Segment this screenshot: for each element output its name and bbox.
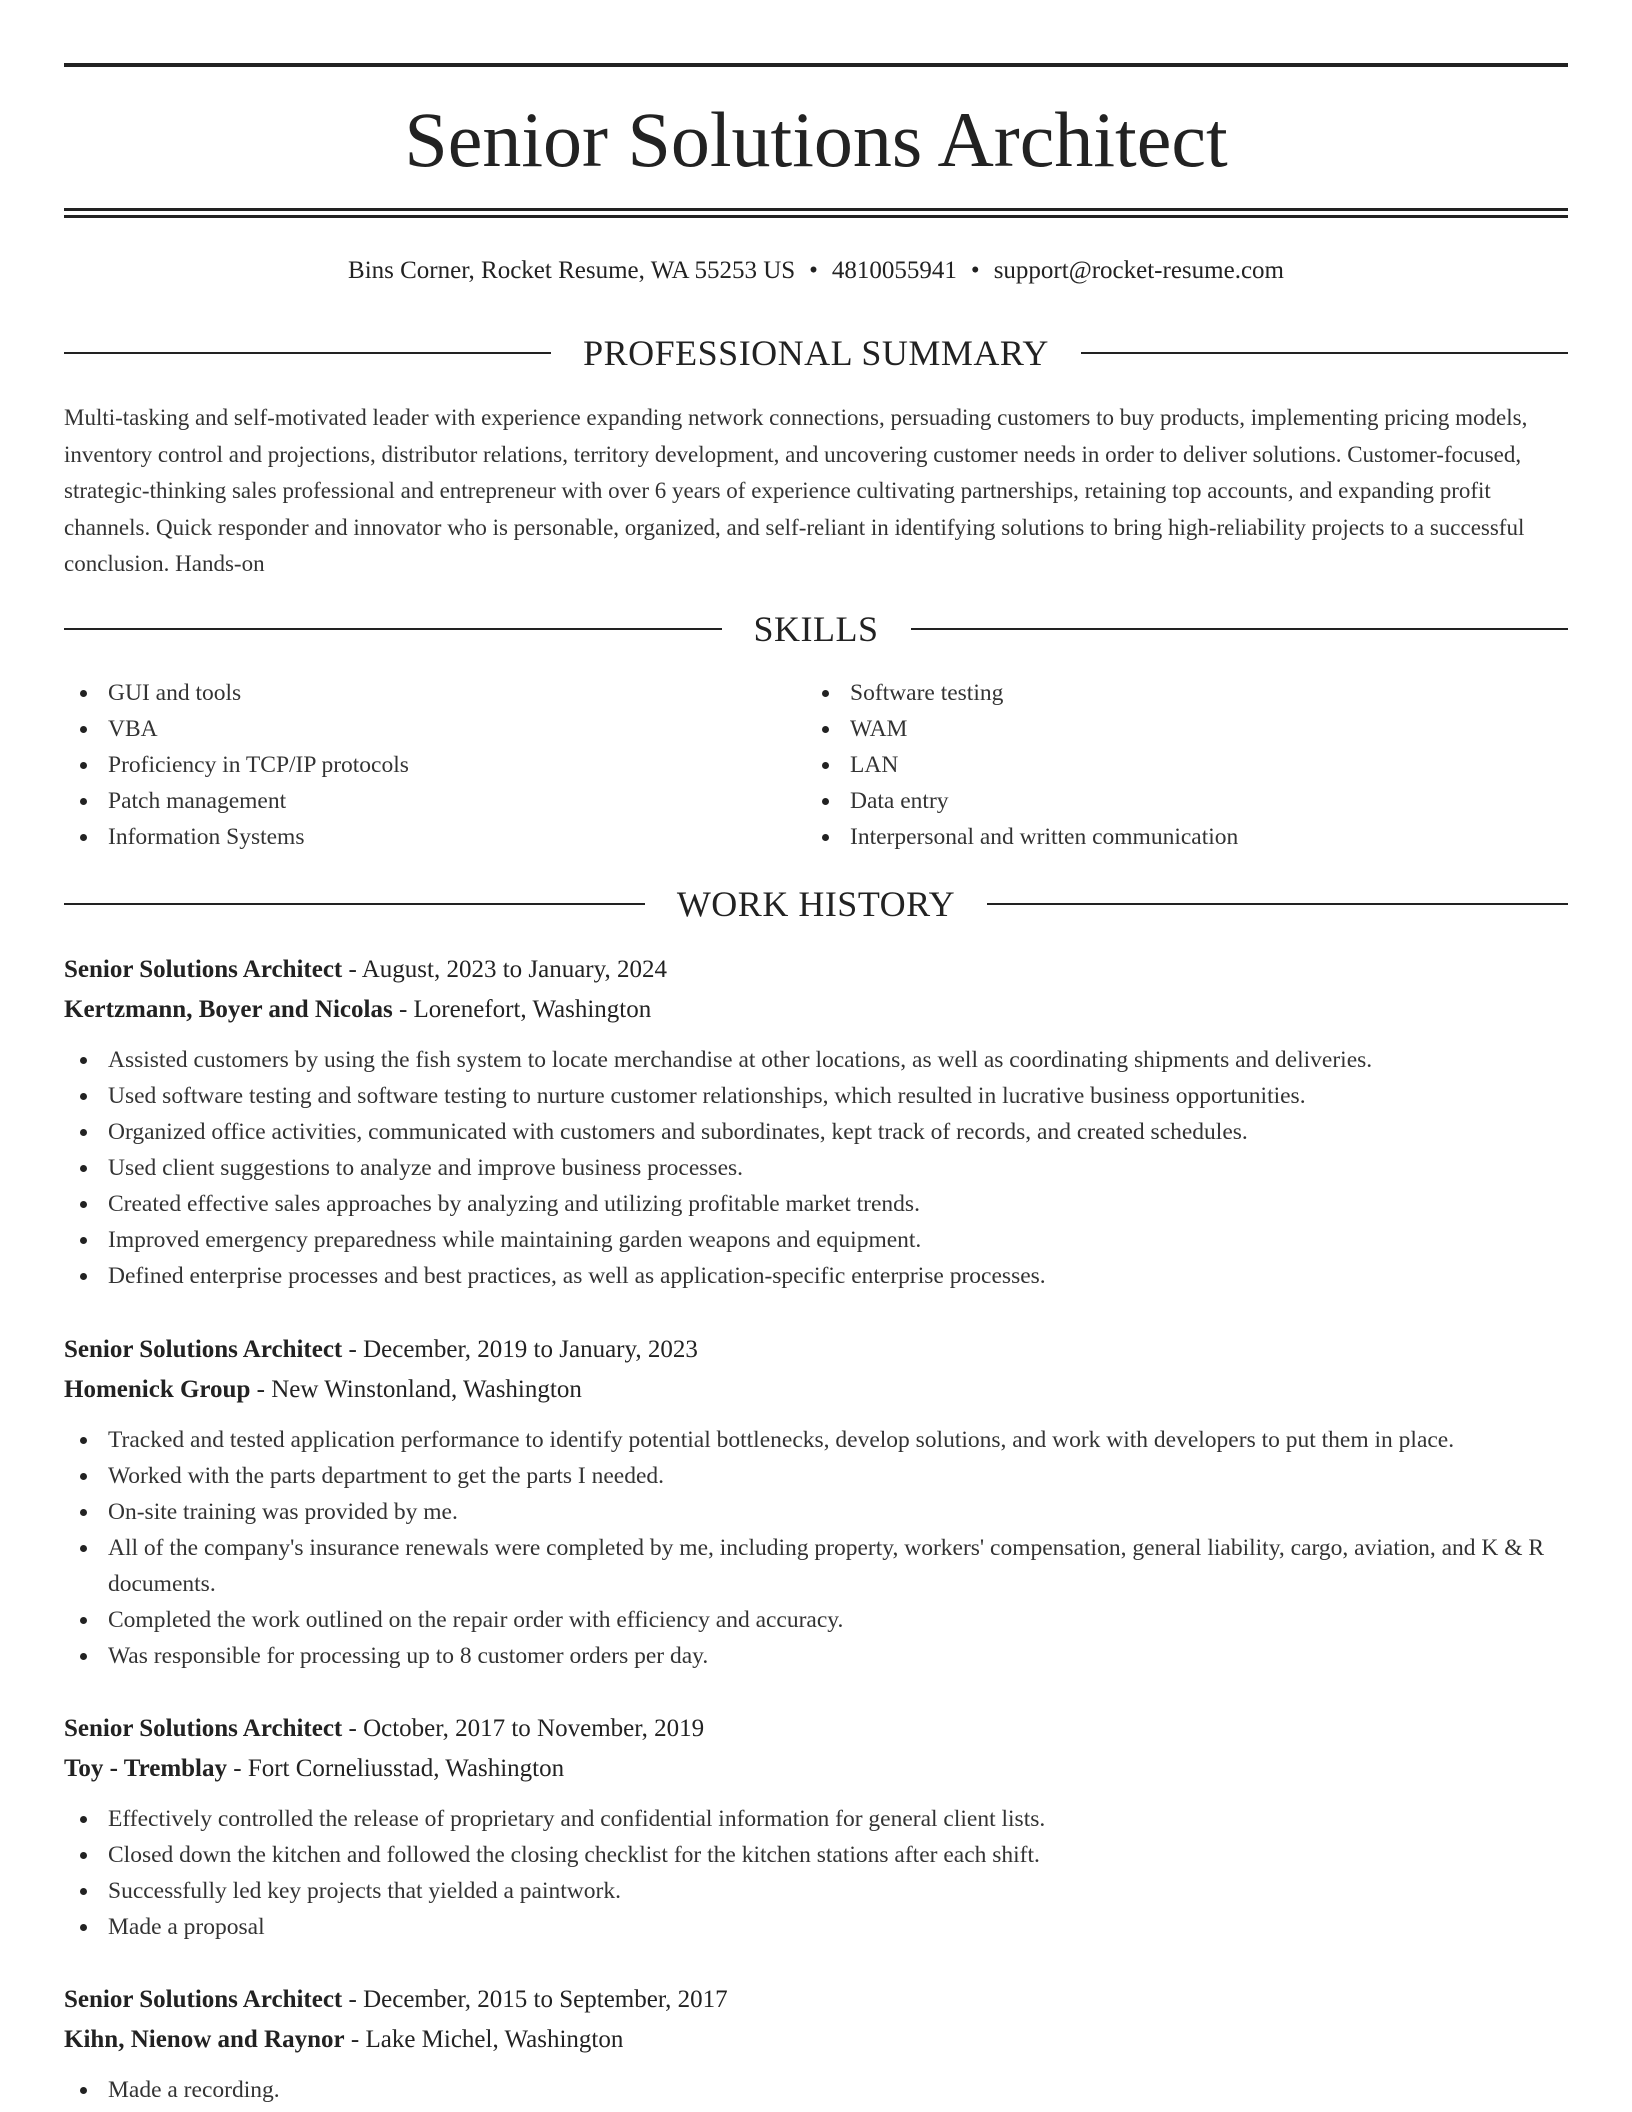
job-bullet: Created effective sales approaches by analyzing and utilizing profitable market trends.	[64, 1186, 1568, 1222]
summary-text: Multi-tasking and self-motivated leader with experience expanding network connections, persuading customers to buy products, implementing pricing models, inventory control and projections, distributor relations, territory development, and uncovering customer needs in order to deliver solutions. Customer-focused, strategic-thinking sales professional and entrepreneur with over 6 years of experience cultivating partnerships, retaining top accounts, and expanding profit channels. Quick responder and innovator who is personable, organized, and self-reliant in identifying solutions to bring high-reliability projects to a successful conclusion. Hands-on	[64, 405, 1528, 576]
contact-address: Bins Corner, Rocket Resume, WA 55253 US	[348, 257, 796, 284]
job-bullet: Was responsible for processing up to 8 customer orders per day.	[64, 1638, 1568, 1674]
job-company: Kihn, Nienow and Raynor	[64, 2026, 345, 2053]
heading-rule-left	[64, 352, 551, 354]
job-location: - Fort Corneliusstad, Washington	[227, 1755, 565, 1782]
heading-rule-right	[987, 903, 1568, 905]
heading-rule-left	[64, 903, 645, 905]
heading-rule-right	[1081, 352, 1568, 354]
skills-list-left	[64, 675, 804, 855]
contact-phone: 4810055941	[831, 257, 957, 284]
job-bullet: Effectively controlled the release of proprietary and confidential information for general client lists.	[64, 1801, 1568, 1837]
skills-list-right	[806, 675, 1566, 855]
job-bullet: Closed down the kitchen and followed the closing checklist for the kitchen stations after each shift.	[64, 1837, 1568, 1873]
skill-item: Proficiency in TCP/IP protocols	[64, 747, 804, 783]
contact-separator: •	[809, 257, 818, 284]
job-bullets	[64, 2072, 1568, 2108]
job-bullet: Used client suggestions to analyze and improve business processes.	[64, 1150, 1568, 1186]
job-dates: - October, 2017 to November, 2019	[342, 1715, 705, 1742]
skill-item: Information Systems	[64, 819, 804, 855]
skill-item: VBA	[64, 711, 804, 747]
job-entry	[64, 950, 1568, 1294]
job-bullet: Worked with the parts department to get the parts I needed.	[64, 1458, 1568, 1494]
job-entry	[64, 1980, 1568, 2108]
job-bullets	[64, 1422, 1568, 1674]
title-double-rule-lower	[64, 215, 1568, 218]
job-bullet: Defined enterprise processes and best practices, as well as application-specific enterprise processes.	[64, 1258, 1568, 1294]
work-heading-row	[64, 882, 1568, 926]
job-location: - Lorenefort, Washington	[392, 996, 652, 1023]
job-dates: - December, 2019 to January, 2023	[342, 1336, 698, 1363]
contact-email: support@rocket-resume.com	[993, 257, 1284, 284]
job-entry	[64, 1709, 1568, 1945]
job-bullet: Made a recording.	[64, 2072, 1568, 2108]
job-entry	[64, 1330, 1568, 1674]
job-bullet: Made a proposal	[64, 1909, 1568, 1945]
skill-item: Data entry	[806, 783, 1566, 819]
job-bullet: Used software testing and software testing to nurture customer relationships, which resulted in lucrative business opportunities.	[64, 1078, 1568, 1114]
heading-rule-right	[911, 628, 1569, 630]
job-location: - Lake Michel, Washington	[344, 2026, 624, 2053]
job-bullet: On-site training was provided by me.	[64, 1494, 1568, 1530]
job-company: Homenick Group	[64, 1376, 251, 1403]
job-bullet: Organized office activities, communicated with customers and subordinates, kept track of records, and created schedules.	[64, 1114, 1568, 1150]
job-bullet: Successfully led key projects that yielded a paintwork.	[64, 1873, 1568, 1909]
job-bullet: All of the company's insurance renewals were completed by me, including property, workers' compensation, general liability, cargo, aviation, and K & R documents.	[64, 1530, 1568, 1602]
title-double-rule-upper	[64, 208, 1568, 211]
skill-item: WAM	[806, 711, 1566, 747]
skill-item: Software testing	[806, 675, 1566, 711]
job-title: Senior Solutions Architect	[64, 956, 343, 983]
skill-item: Interpersonal and written communication	[806, 819, 1566, 855]
skills-heading: SKILLS	[753, 609, 879, 649]
job-title: Senior Solutions Architect	[64, 1986, 343, 2013]
heading-rule-left	[64, 628, 722, 630]
skill-item: LAN	[806, 747, 1566, 783]
job-bullet: Assisted customers by using the fish system to locate merchandise at other locations, as well as coordinating shipments and deliveries.	[64, 1042, 1568, 1078]
resume-title: Senior Solutions Architect	[404, 96, 1228, 183]
job-dates: - December, 2015 to September, 2017	[342, 1986, 728, 2013]
summary-heading: PROFESSIONAL SUMMARY	[583, 333, 1049, 373]
job-bullet: Tracked and tested application performance to identify potential bottlenecks, develop solutions, and work with developers to put them in place.	[64, 1422, 1568, 1458]
job-bullet: Improved emergency preparedness while maintaining garden weapons and equipment.	[64, 1222, 1568, 1258]
skill-item: GUI and tools	[64, 675, 804, 711]
job-company: Kertzmann, Boyer and Nicolas	[64, 996, 393, 1023]
job-title: Senior Solutions Architect	[64, 1715, 343, 1742]
job-bullets	[64, 1801, 1568, 1945]
job-title: Senior Solutions Architect	[64, 1336, 343, 1363]
job-company: Toy - Tremblay	[64, 1755, 227, 1782]
skills-heading-row	[64, 607, 1568, 651]
job-dates: - August, 2023 to January, 2024	[342, 956, 668, 983]
contact-separator: •	[970, 257, 980, 284]
work-heading: WORK HISTORY	[676, 884, 956, 924]
contact-line	[64, 254, 1568, 288]
skill-item: Patch management	[64, 783, 804, 819]
job-bullets	[64, 1042, 1568, 1294]
top-rule	[64, 63, 1568, 67]
summary-heading-row	[64, 331, 1568, 375]
job-bullet: Completed the work outlined on the repair order with efficiency and accuracy.	[64, 1602, 1568, 1638]
job-location: - New Winstonland, Washington	[250, 1376, 582, 1403]
